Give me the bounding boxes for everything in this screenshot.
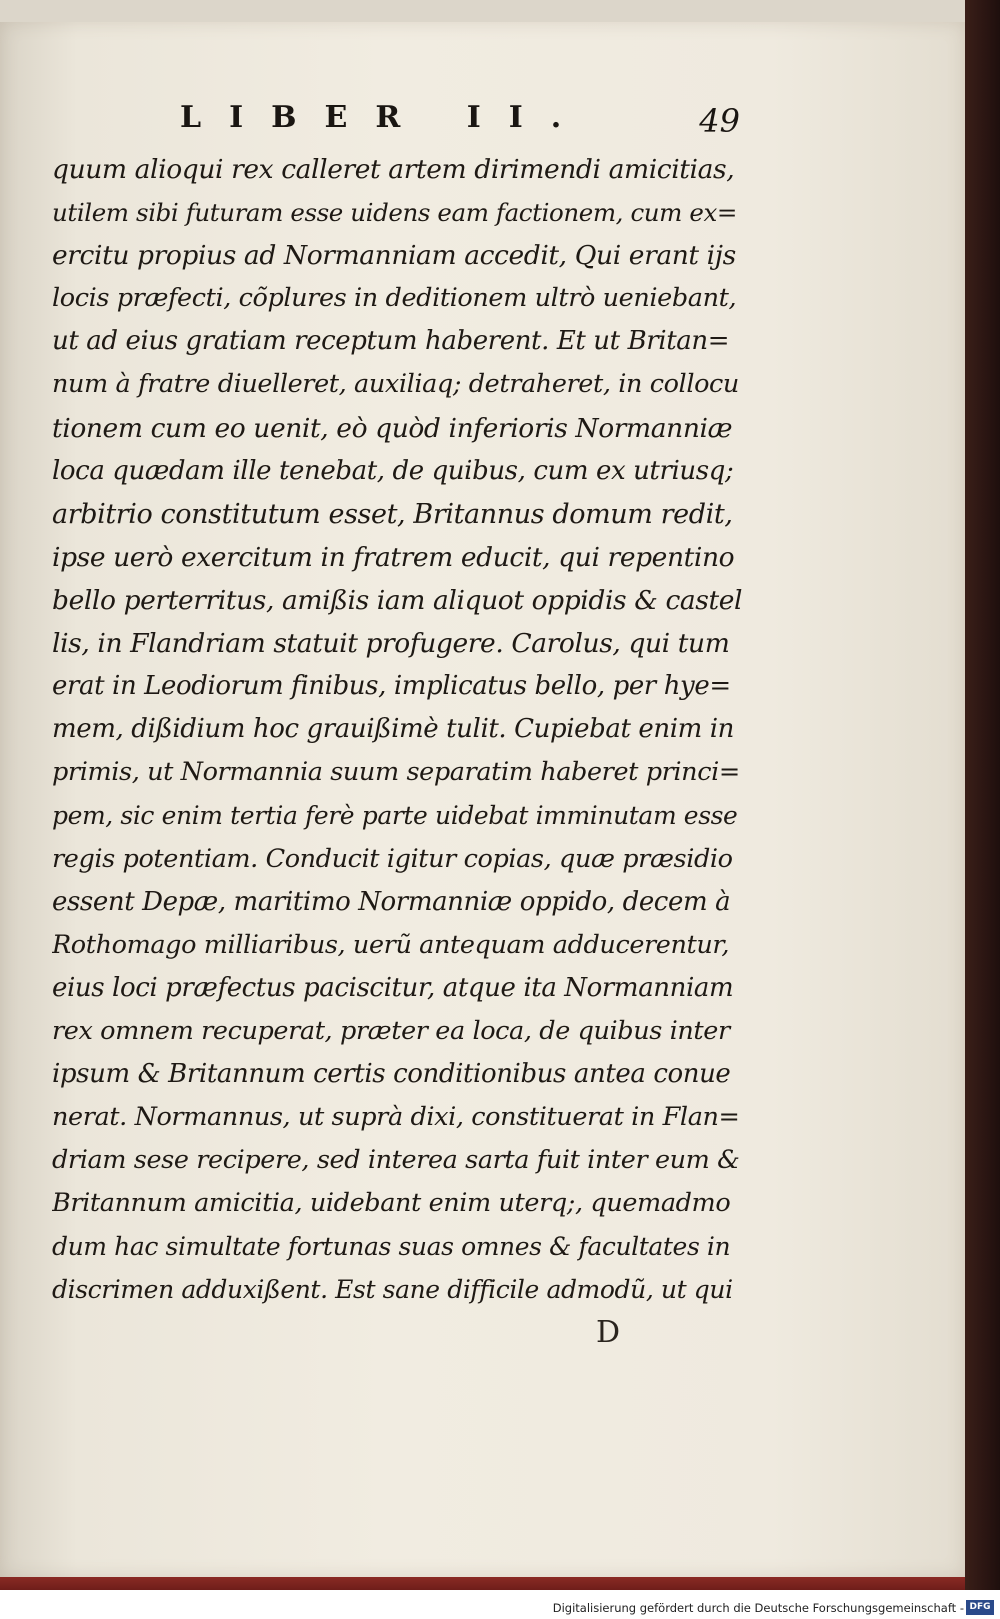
text-line: rex omnem recuperat, præter ea loca, de quibus inter — [52, 1015, 730, 1046]
text-line: loca quædam ille tenebat, de quibus, cum ex utriusq; — [52, 455, 734, 486]
body-text — [52, 148, 742, 1312]
text-line: ipsum & Britannum certis conditionibus antea conue — [52, 1058, 731, 1089]
scan-binding-edge — [965, 0, 1000, 1590]
text-line: ipse uerò exercitum in fratrem educit, qui repentino — [52, 541, 735, 573]
text-line: ut ad eius gratiam receptum haberent. Et ut Britan= — [52, 326, 730, 357]
text-line: quum alioqui rex calleret artem dirimendi amicitias, — [52, 154, 735, 185]
scan-top-edge — [0, 0, 965, 24]
text-line: arbitrio constitutum esset, Britannus domum redit, — [52, 498, 733, 530]
running-head: LIBER II. — [180, 100, 590, 135]
text-line: driam sese recipere, sed interea sarta fuit inter eum & — [52, 1145, 740, 1176]
text-line: ercitu propius ad Normanniam accedit, Qui erant ijs — [52, 240, 736, 272]
text-line: mem, dißidium hoc grauißimè tulit. Cupiebat enim in — [52, 714, 735, 745]
text-line: tionem cum eo uenit, eò quòd inferioris Normanniæ — [52, 412, 733, 444]
text-line: dum hac simultate fortunas suas omnes & facultates in — [52, 1232, 731, 1262]
page-header — [180, 78, 740, 138]
text-line: Rothomago milliaribus, uerũ antequam adducerentur, — [52, 929, 730, 960]
page-number: 49 — [699, 102, 740, 140]
footer-bar — [0, 1590, 1000, 1619]
text-line: essent Depæ, maritimo Normanniæ oppido, decem à — [52, 886, 731, 917]
text-line: regis potentiam. Conducit igitur copias, quæ præsidio — [52, 843, 733, 874]
text-line: num à fratre diuelleret, auxiliaq; detraheret, in collocu — [52, 369, 739, 400]
text-line: nerat. Normannus, ut suprà dixi, constituerat in Flan= — [52, 1102, 740, 1133]
text-line: erat in Leodiorum finibus, implicatus bello, per hye= — [52, 671, 731, 702]
text-line: bello perterritus, amißis iam aliquot oppidis & castel — [52, 584, 742, 616]
dfg-logo: DFG — [966, 1600, 994, 1615]
scan-bottom-edge — [0, 1577, 965, 1590]
text-line: locis præfecti, cõplures in deditionem ultrò ueniebant, — [52, 283, 737, 314]
text-line: utilem sibi futuram esse uidens eam factionem, cum ex= — [52, 198, 738, 228]
text-line: discrimen adduxißent. Est sane difficile admodũ, ut qui — [52, 1275, 733, 1305]
signature-mark: D — [596, 1315, 621, 1350]
text-line: eius loci præfectus paciscitur, atque ita Normanniam — [52, 972, 734, 1003]
text-line: lis, in Flandriam statuit profugere. Carolus, qui tum — [52, 628, 730, 660]
text-line: pem, sic enim tertia ferè parte uidebat imminutam esse — [52, 801, 738, 831]
text-line: Britannum amicitia, uidebant enim uterq;, quemadmo — [52, 1188, 731, 1219]
funding-notice: Digitalisierung gefördert durch die Deutsche Forschungsgemeinschaft - — [552, 1601, 964, 1615]
text-line: primis, ut Normannia suum separatim haberet princi= — [52, 757, 740, 788]
